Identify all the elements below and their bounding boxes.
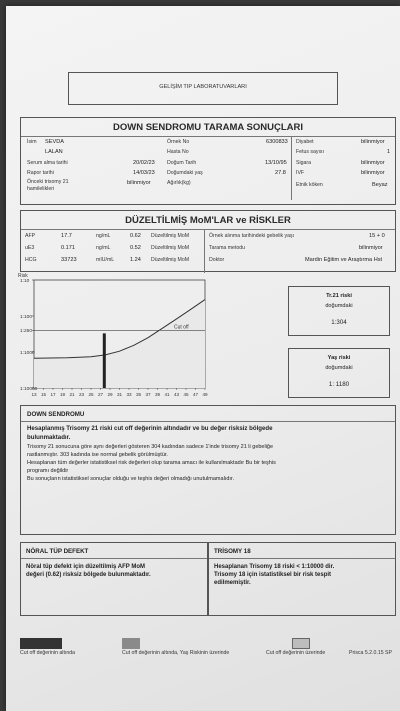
cutoff-label: Cut off — [174, 324, 189, 331]
t18-line: edilmemiştir. — [214, 580, 251, 586]
ethnic: Beyaz — [372, 182, 388, 188]
prev-t21-label-2: hamilelikleri — [27, 186, 55, 192]
curve-area — [34, 300, 205, 388]
birth-date-label: Doğum Tarih — [167, 160, 197, 166]
down-line: Hesaplanan tüm değerler istatistiksel risk değerleri olup tarama amacı ile kullanılmaktadır Bu bir teşhis — [27, 460, 276, 466]
ethnic-label: Etnik köken — [296, 182, 323, 188]
x-tick-label: 31 — [116, 392, 123, 397]
name-label: İsim — [27, 139, 37, 145]
t18-line: Trisomy 18 için istatistiksel bir risk tespit — [214, 572, 332, 578]
gest-age-label: Örnek alınma tarihindeki gebelik yaşı — [209, 233, 295, 239]
down-syndrome-box — [20, 405, 396, 535]
marker-mom: 1.24 — [130, 257, 141, 263]
marker-name: uE3 — [25, 245, 35, 251]
x-tick-label: 41 — [164, 392, 170, 397]
legend-swatch-above — [292, 638, 310, 649]
ntd-title: NÖRAL TÜP DEFEKT — [26, 548, 89, 555]
legend-label: Cut off değerinin altında, Yaş Riskinin üzerinde — [122, 650, 230, 656]
x-tick-label: 13 — [31, 392, 37, 397]
legend — [14, 634, 400, 664]
mom-title: DÜZELTİLMİŞ MoM'LAR ve RİSKLER — [125, 215, 291, 226]
tr21-title: Tr.21 riski — [326, 293, 352, 299]
marker-value: 17.7 — [61, 233, 72, 239]
method-label: Tarama metodu — [209, 245, 246, 251]
sample-no: 6300833 — [266, 139, 288, 145]
x-tick-label: 35 — [135, 392, 142, 397]
y-tick-label: 1:250 — [20, 329, 33, 335]
ivf-label: IVF — [296, 170, 305, 176]
y-axis-label: Risk — [18, 273, 28, 279]
prev-t21: bilinmiyor — [127, 180, 151, 186]
gest-age: 15 + 0 — [369, 233, 385, 239]
x-tick-label: 17 — [50, 392, 56, 397]
tr21-sub: doğumdaki — [325, 303, 353, 309]
age-sub: doğumdaki — [325, 365, 353, 371]
marker-unit: mIU/mL — [96, 257, 115, 263]
marker-mom: 0.52 — [130, 245, 141, 251]
legend-swatch-mid — [122, 638, 140, 649]
x-tick-label: 45 — [183, 392, 189, 397]
x-tick-label: 29 — [107, 392, 113, 397]
patient-risk-bar — [103, 333, 106, 388]
marker-name: HCG — [25, 257, 37, 263]
patient-info-box — [20, 117, 396, 205]
marker-name: AFP — [25, 233, 36, 239]
marker-mom: 0.62 — [130, 233, 141, 239]
x-tick-label: 49 — [202, 392, 208, 397]
marker-unit: ng/mL — [96, 245, 111, 251]
serum-date-label: Serum alma tarihi — [27, 160, 68, 166]
smoking: bilinmiyor — [361, 160, 385, 166]
last-name: LALAN — [45, 149, 63, 155]
diabetes-label: Diyabet — [296, 139, 314, 145]
mom-box — [20, 210, 396, 272]
down-line: Bu sonuçların istatistiksel sonuçlar olduğu ve teşhis değeri olmadığı unutulmamalıdır. — [27, 476, 234, 482]
down-line: rastlanmıştır. 303 kadında ise normal gebelik görülmüştür. — [27, 452, 168, 458]
age-risk-box — [288, 348, 390, 398]
y-tick-label: 1:1000 — [20, 350, 35, 356]
ntd-line: değeri (0.62) risksiz bölgede bulunmaktadır. — [26, 572, 151, 578]
birth-date: 13/10/95 — [265, 160, 287, 166]
marker-value: 0.171 — [61, 245, 75, 251]
y-tick-label: 1:10000 — [20, 386, 38, 392]
risk-chart — [12, 272, 217, 404]
t18-title: TRİSOMY 18 — [214, 548, 251, 555]
doctor: Mardin Eğitim ve Araştırma Hst — [305, 257, 383, 263]
serum-date: 20/02/23 — [133, 160, 155, 166]
x-tick-label: 23 — [78, 392, 85, 397]
x-tick-label: 43 — [173, 392, 180, 397]
smoking-label: Sigara — [296, 160, 311, 166]
age-value: 1: 1180 — [328, 381, 350, 388]
legend-label: Cut off değerinin üzerinde — [266, 650, 326, 656]
down-line: Trisomy 21 sonucuna göre aynı değerleri gösteren 304 kadından sadece 1'inde trisomy 21 li gebeliğe — [27, 444, 274, 450]
age-title: Yaş riski — [327, 355, 351, 361]
fetus: 1 — [387, 149, 391, 155]
tr21-value: 1:304 — [331, 319, 347, 326]
x-tick-label: 37 — [145, 392, 151, 397]
t18-line: Hesaplanan Trisomy 18 riski < 1:10000 dir. — [214, 564, 335, 570]
x-tick-label: 47 — [192, 392, 199, 397]
ivf: bilinmiyor — [361, 170, 385, 176]
x-tick-label: 33 — [126, 392, 132, 397]
patient-no-label: Hasta No — [167, 149, 189, 155]
legend-label: Cut off değerinin altında — [20, 650, 75, 656]
y-tick-label: 1:100 — [20, 314, 33, 320]
first-name: SEVDA — [45, 139, 64, 145]
down-result-bold: Hesaplanmış Trisomy 21 riski cut off değerinin altındadır ve bu değer risksiz bölgede — [27, 425, 273, 432]
x-tick-label: 19 — [59, 392, 66, 397]
tr21-risk-box — [288, 286, 390, 336]
age-at-birth: 27.8 — [275, 170, 286, 176]
page-title: DOWN SENDROMU TARAMA SONUÇLARI — [113, 122, 303, 133]
marker-unit: ng/mL — [96, 233, 111, 239]
down-line: programı değildir — [27, 468, 69, 474]
x-tick-label: 39 — [154, 392, 161, 397]
prev-t21-label: Önceki trisomy 21 — [27, 179, 69, 185]
age-at-birth-label: Doğumdaki yaş — [167, 170, 203, 176]
diabetes: bilinmiyor — [361, 139, 385, 145]
x-tick-label: 21 — [69, 392, 75, 397]
ntd-box — [20, 542, 208, 616]
marker-mom-label: Düzeltilmiş MoM — [151, 257, 190, 263]
lab-name: GELİŞİM TIP LABORATUVARLARI — [159, 84, 247, 90]
x-tick-label: 25 — [88, 392, 94, 397]
x-tick-label: 27 — [97, 392, 104, 397]
down-title: DOWN SENDROMU — [27, 411, 85, 418]
method: bilinmiyor — [359, 245, 383, 251]
weight-label: Ağırlık(kg) — [167, 180, 191, 186]
marker-mom-label: Düzeltilmiş MoM — [151, 233, 190, 239]
report-date: 14/03/23 — [133, 170, 155, 176]
y-tick-label: 1:10 — [20, 278, 30, 284]
report-date-label: Rapor tarihi — [27, 170, 54, 176]
ntd-line: Nöral tüp defekt için düzeltilmiş AFP MoM — [26, 564, 146, 570]
report-page — [6, 6, 400, 711]
doctor-label: Doktor — [209, 257, 225, 263]
software-version: Prisca 5.2.0.15 SP — [349, 650, 392, 656]
fetus-label: Fetus sayısı — [296, 149, 324, 155]
legend-swatch-below — [20, 638, 62, 649]
t18-box — [208, 542, 396, 616]
marker-value: 33723 — [61, 257, 77, 263]
sample-no-label: Örnek No — [167, 139, 190, 145]
down-result-bold-2: bulunmaktadır. — [27, 434, 71, 441]
lab-name-box — [68, 72, 338, 105]
x-tick-label: 15 — [40, 392, 47, 397]
marker-mom-label: Düzeltilmiş MoM — [151, 245, 190, 251]
